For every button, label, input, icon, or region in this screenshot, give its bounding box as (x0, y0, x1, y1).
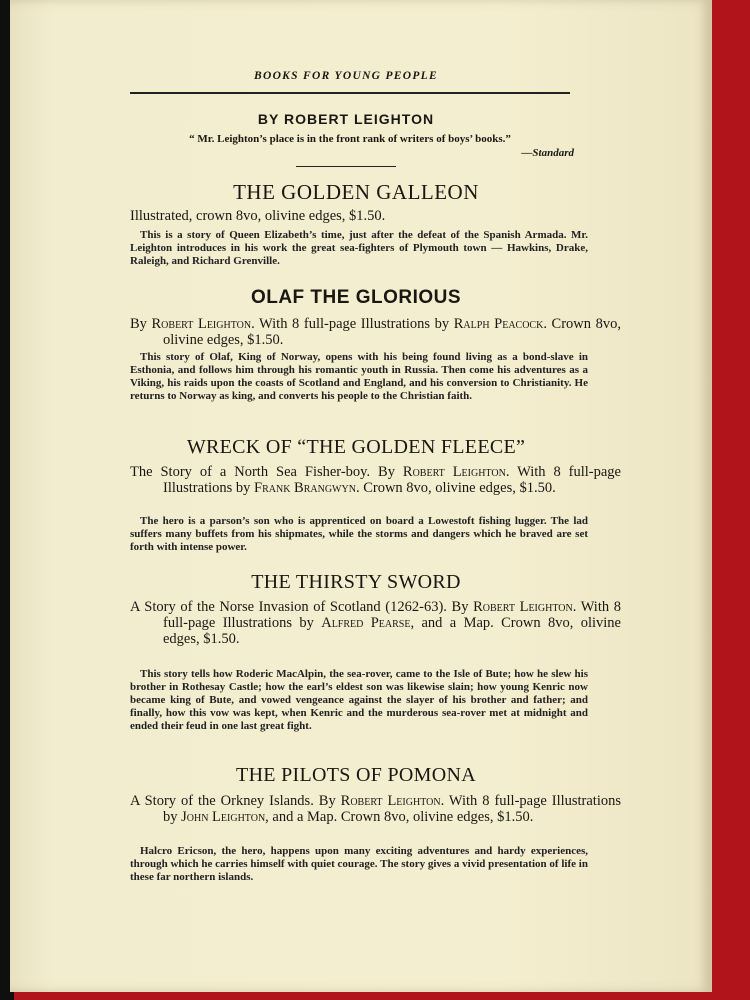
book-spec (130, 316, 621, 348)
spec-text: , and a Map. Crown 8vo, olivine edges, $1.50. (163, 615, 621, 647)
book-description: The hero is a parson’s son who is apprenticed on board a Lowestoft fishing lugger. The lad suffers many buffets from his shipmates, while the storms and dangers which he braved are set forth with intense power. (130, 515, 588, 553)
book-page (10, 0, 712, 992)
book-title: THE PILOTS OF POMONA (236, 764, 476, 786)
section-rule (296, 166, 396, 167)
spec-text: . With 8 full-page Illustrations by (163, 793, 622, 825)
book-title: WRECK OF “THE GOLDEN FLEECE” (186, 436, 526, 458)
spec-text: , and a Map. Crown 8vo, olivine edges, $1.50. (265, 809, 534, 825)
author-name: Robert Leighton (151, 316, 252, 332)
illustrator-name: John Leighton (181, 809, 266, 825)
book-description: Halcro Ericson, the hero, happens upon many exciting adventures and hardy experiences, through which he carries himself with quiet courage. The story gives a vivid presentation of life in these far northern islands. (130, 845, 588, 883)
spec-text: . With 8 full-page Illustrations by (163, 599, 621, 631)
spec-text: A Story of the Norse Invasion of Scotland (1262-63). By (130, 599, 474, 615)
illustrator-name: Alfred Pearse (321, 615, 411, 631)
spec-text: . Crown 8vo, olivine edges, $1.50. (163, 316, 621, 348)
author-name: Robert Leighton (402, 464, 506, 480)
author-name: Robert Leighton (473, 599, 573, 615)
quote-source: —Standard (521, 147, 574, 159)
author-heading: BY ROBERT LEIGHTON (257, 111, 435, 127)
running-head: BOOKS FOR YOUNG PEOPLE (254, 70, 438, 82)
book-description: This story of Olaf, King of Norway, opens with his being found living as a bond-slave in Esthonia, and follows him through his romantic youth in Russia. Then come his adventures as a Viking, his raids upon the coasts of Scotland and England, and his conversion to Christianity. He returns to Norway as king, and converts his people to the Christian faith. (130, 351, 588, 402)
book-spec (130, 793, 621, 825)
book-spec (130, 599, 621, 647)
book-title: THE GOLDEN GALLEON (233, 180, 479, 204)
author-name: Robert Leighton (340, 793, 441, 809)
book-description: This story tells how Roderic MacAlpin, the sea-rover, came to the Isle of Bute; how he slew his brother in Rothesay Castle; how the earl’s eldest son was likewise slain; how young Kenric now became king of Bute, and vowed vengeance against the slayer of his brother and father; and finally, how this vow was kept, when Kenric and the murderous sea-rover met at midnight and ended their feud in one last great fight. (130, 668, 588, 732)
spec-text: . With 8 full-page Illustrations by (251, 316, 454, 332)
header-rule (130, 92, 570, 94)
spec-text: By (130, 316, 152, 332)
book-description: This is a story of Queen Elizabeth’s time, just after the defeat of the Spanish Armada. Mr. Leighton introduces in his work the great sea-fighters of Plymouth town — Hawkins, Drake, Raleigh, and Richard Grenville. (130, 229, 588, 267)
spec-text: . Crown 8vo, olivine edges, $1.50. (355, 480, 556, 496)
book-spec (130, 464, 621, 496)
illustrator-name: Ralph Peacock (453, 316, 544, 332)
spec-text: The Story of a North Sea Fisher-boy. By (130, 464, 403, 480)
book-title: THE THIRSTY SWORD (251, 571, 461, 593)
spec-text: A Story of the Orkney Islands. By (130, 793, 341, 809)
endorsement-quote: “ Mr. Leighton’s place is in the front rank of writers of boys’ books.” (189, 133, 511, 145)
book-title: OLAF THE GLORIOUS (250, 287, 462, 308)
spec-text: . With 8 full-page Illustrations by (163, 464, 621, 496)
illustrator-name: Frank Brangwyn (254, 480, 356, 496)
book-spec: Illustrated, crown 8vo, olivine edges, $1.50. (130, 208, 386, 224)
